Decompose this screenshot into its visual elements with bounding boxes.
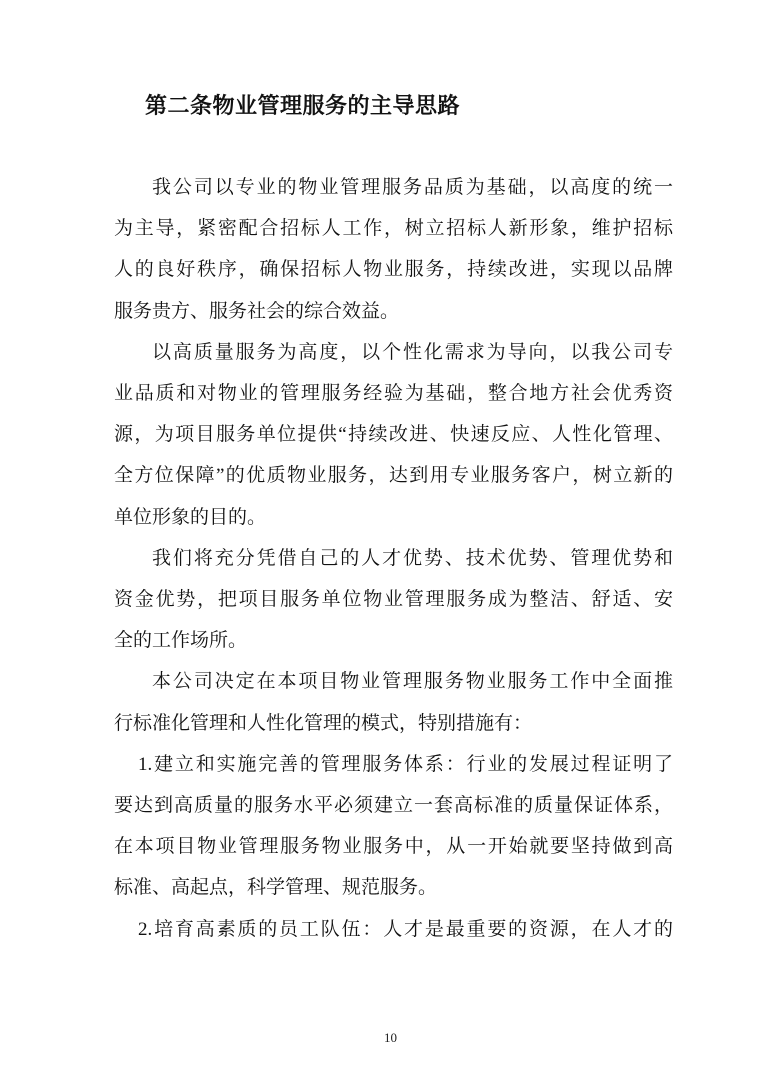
text-line: 资金优势，把项目服务单位物业管理服务成为整洁、舒适、安 (114, 589, 673, 611)
text-line: 2.培育高素质的员工队伍：人才是最重要的资源，在人才的 (138, 918, 673, 940)
text-line: 我们将充分凭借自己的人才优势、技术优势、管理优势和 (152, 547, 673, 569)
text-line: 服务贵方、服务社会的综合效益。 (114, 300, 400, 322)
text-line: 人的良好秩序，确保招标人物业服务，持续改进，实现以品牌 (114, 259, 673, 281)
text-line: 在本项目物业管理服务物业服务中，从一开始就要坚持做到高 (114, 836, 673, 858)
page-number: 10 (384, 1030, 397, 1045)
paragraph (114, 332, 673, 538)
page-footer (10, 1030, 761, 1046)
paragraph-numbered-item-1 (114, 744, 673, 909)
paragraph-numbered-item-2 (114, 909, 673, 950)
paragraph (114, 167, 673, 332)
section-heading: 第二条物业管理服务的主导思路 (145, 93, 461, 118)
text-line: 以高质量服务为高度，以个性化需求为导向，以我公司专 (152, 341, 673, 363)
paragraph (114, 661, 673, 743)
text-line: 我公司以专业的物业管理服务品质为基础，以高度的统一 (152, 177, 673, 198)
document-body (114, 167, 673, 950)
text-line: 源，为项目服务单位提供“持续改进、快速反应、人性化管理、 (114, 424, 673, 446)
text-line: 标准、高起点，科学管理、规范服务。 (114, 877, 438, 899)
text-line: 单位形象的目的。 (114, 506, 267, 528)
text-line: 全的工作场所。 (114, 630, 248, 652)
text-line: 业品质和对物业的管理服务经验为基础，整合地方社会优秀资 (114, 383, 673, 405)
text-line: 为主导，紧密配合招标人工作，树立招标人新形象，维护招标 (114, 218, 673, 240)
paragraph (114, 538, 673, 662)
text-line: 本公司决定在本项目物业管理服务物业服务工作中全面推 (152, 671, 673, 693)
text-line: 要达到高质量的服务水平必须建立一套高标准的质量保证体系， (114, 795, 673, 817)
text-line: 1.建立和实施完善的管理服务体系：行业的发展过程证明了 (138, 753, 673, 775)
text-line: 行标准化管理和人性化管理的模式，特别措施有： (114, 712, 533, 734)
text-line: 全方位保障”的优质物业服务，达到用专业服务客户，树立新的 (114, 465, 673, 487)
